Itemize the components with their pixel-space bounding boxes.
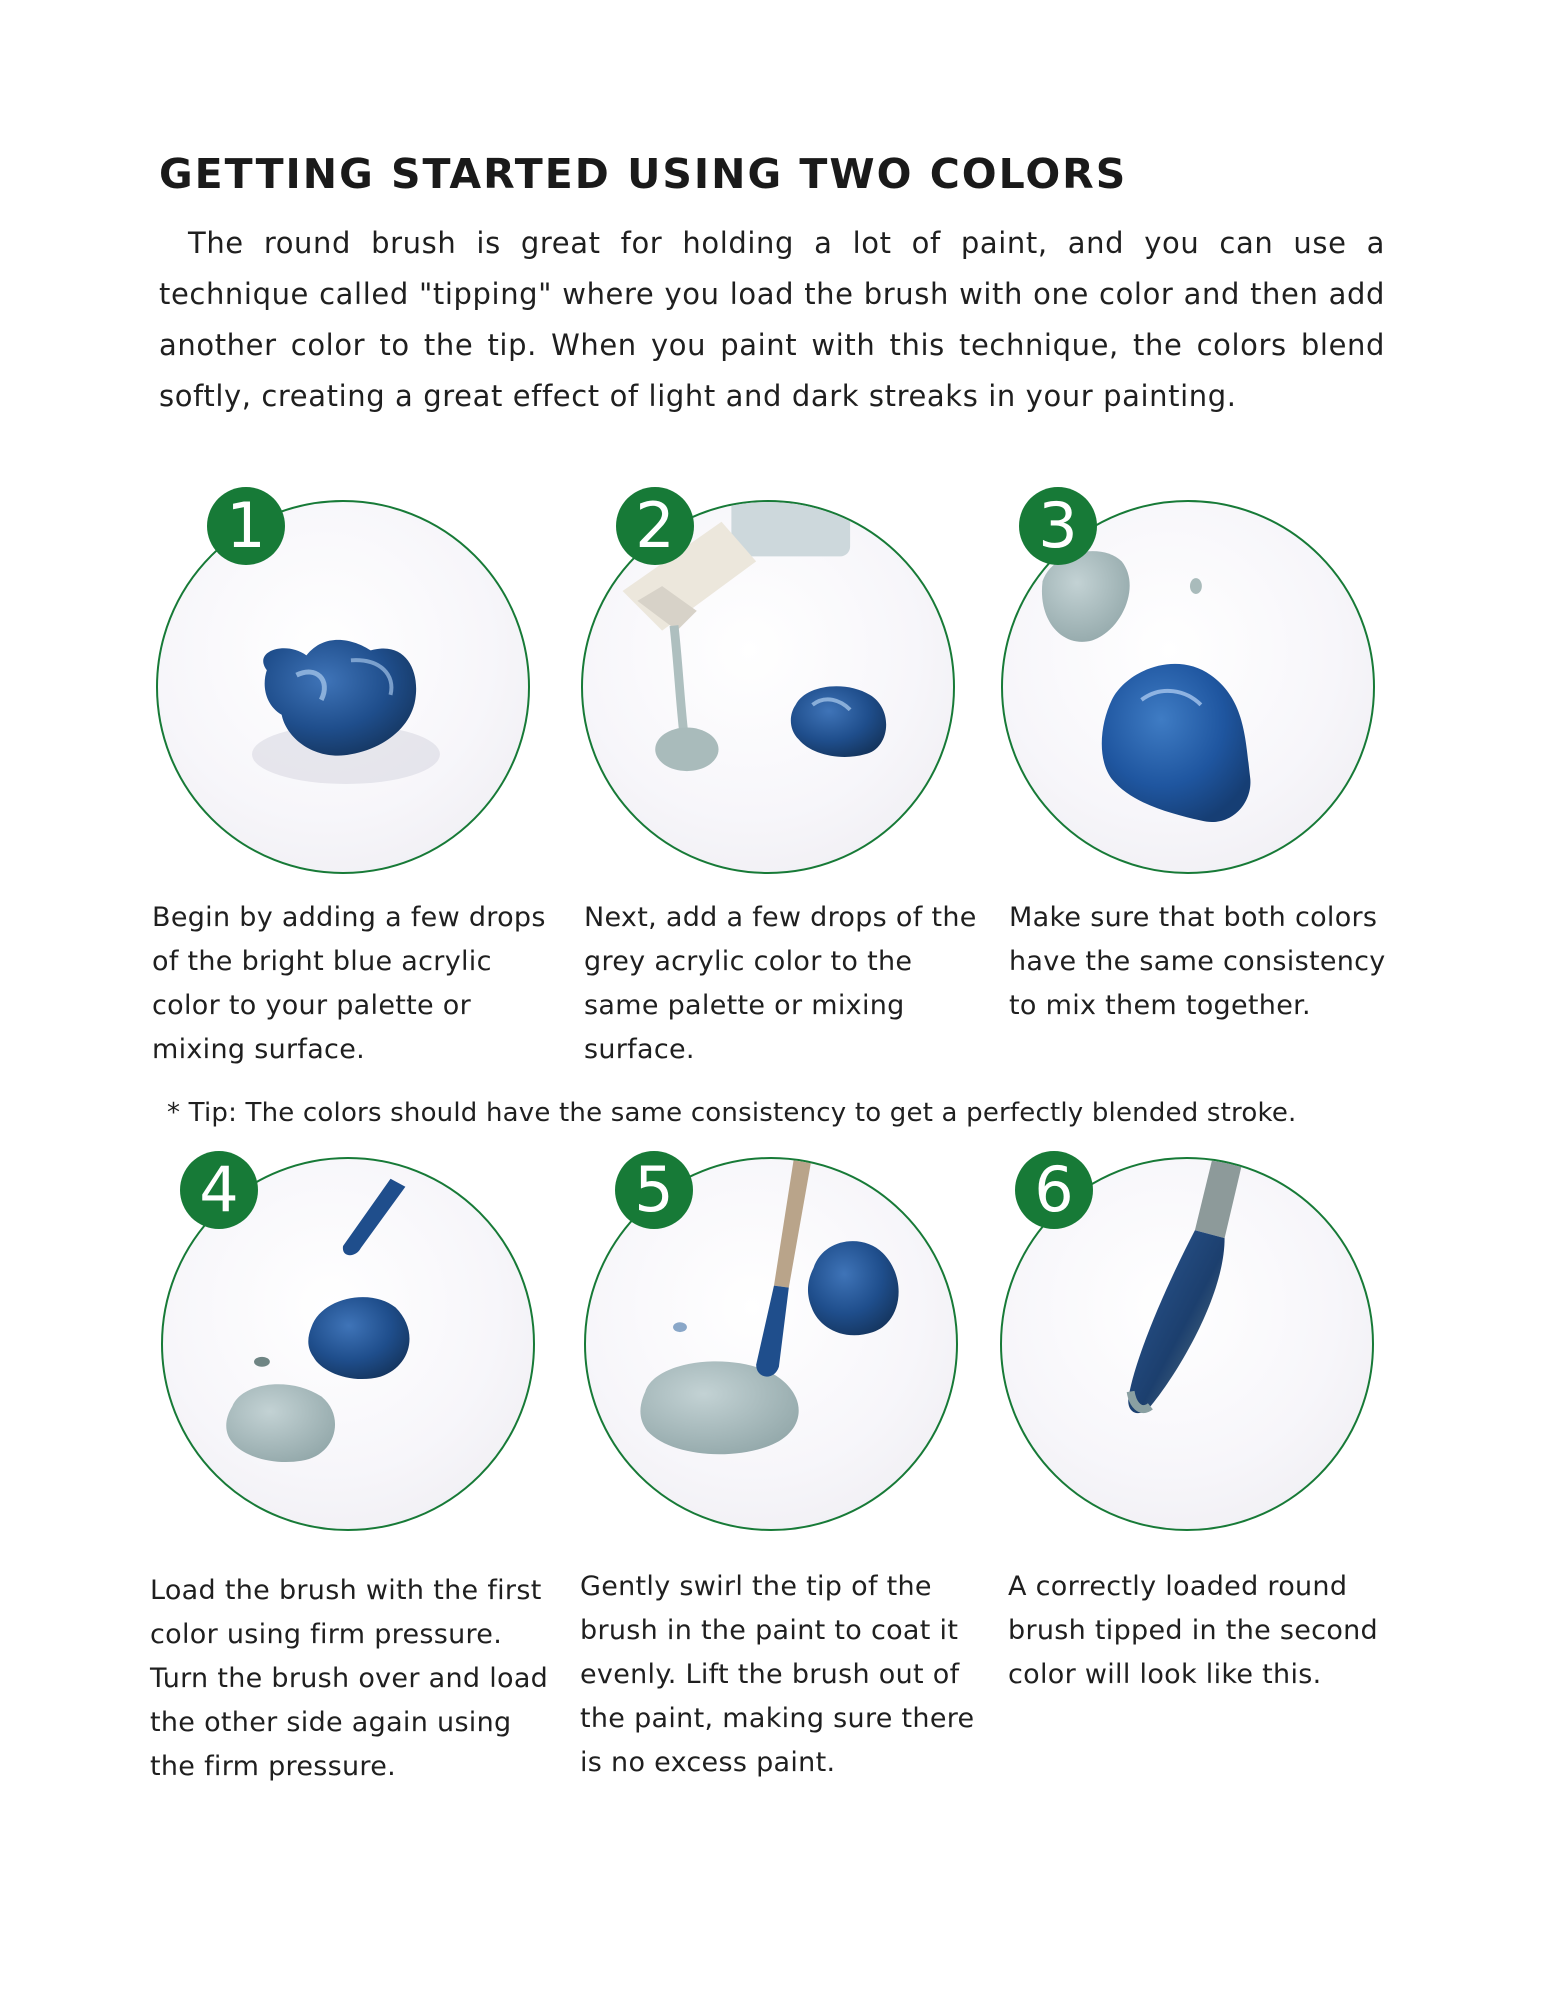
step-1-caption: Begin by adding a few drops of the bright blue acrylic color to your palette or mixing surface.: [152, 902, 546, 1065]
step-6-badge: 6: [1015, 1151, 1093, 1229]
step-3-badge: 3: [1019, 487, 1097, 565]
step-2-caption: Next, add a few drops of the grey acrylic color to the same palette or mixing surface.: [584, 902, 977, 1065]
step-5-badge: 5: [615, 1151, 693, 1229]
step-3-caption: Make sure that both colors have the same consistency to mix them together.: [1009, 902, 1386, 1021]
tip-note: * Tip: The colors should have the same consistency to get a perfectly blended stroke.: [167, 1098, 1297, 1128]
intro-paragraph: The round brush is great for holding a lot of paint, and you can use a technique called "tipping" where you load the brush with one color and then add another color to the tip. When you paint with this technique, the colors blend softly, creating a great effect of light and dark streaks in your painting.: [159, 226, 1385, 413]
step-1-photo: [156, 500, 530, 874]
step-4-caption: Load the brush with the first color using firm pressure. Turn the brush over and load the other side again using the firm pressure.: [150, 1575, 549, 1782]
page-title: GETTING STARTED USING TWO COLORS: [159, 150, 1128, 198]
step-1-badge: 1: [207, 487, 285, 565]
step-5-caption: Gently swirl the tip of the brush in the paint to coat it evenly. Lift the brush out of the paint, making sure there is no excess paint.: [580, 1571, 975, 1778]
step-6-caption: A correctly loaded round brush tipped in the second color will look like this.: [1008, 1571, 1378, 1690]
step-4-badge: 4: [180, 1151, 258, 1229]
step-2-badge: 2: [616, 487, 694, 565]
blue-paint-blob-image: [158, 502, 528, 872]
